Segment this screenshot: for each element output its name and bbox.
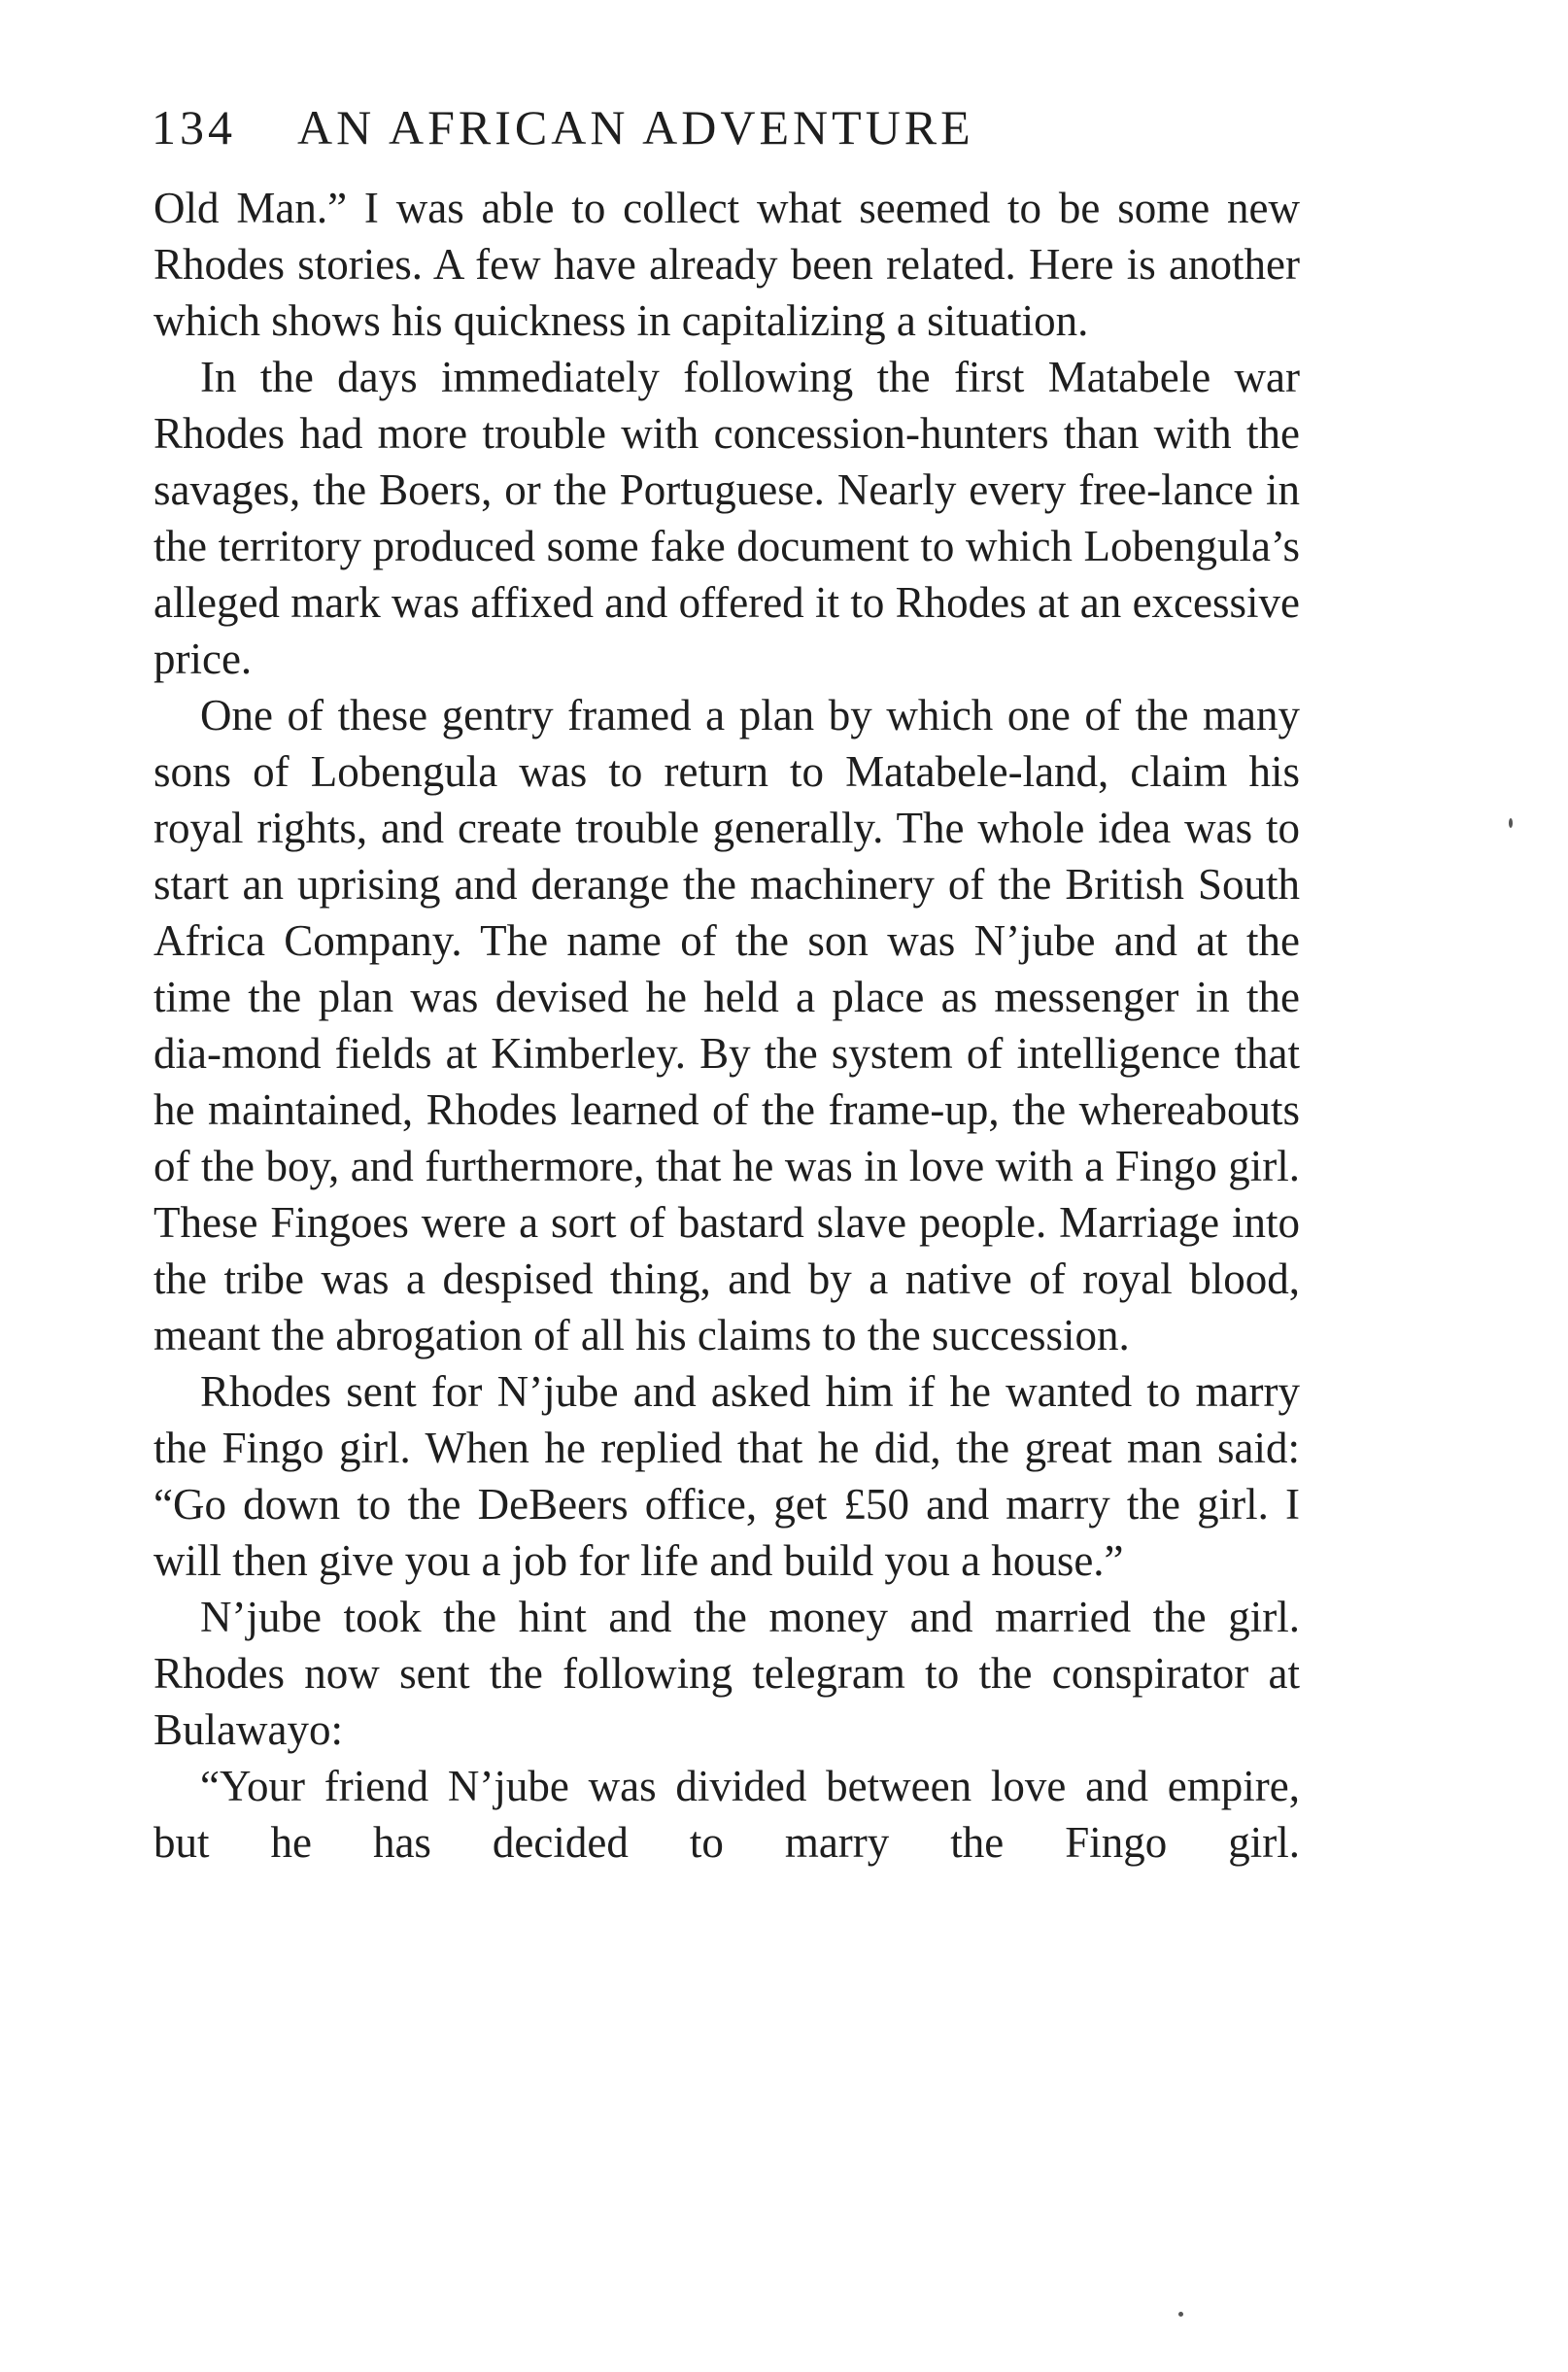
margin-speck bbox=[1509, 818, 1513, 828]
paragraph-telegram-text: “Your friend N’jube was divided between love and empire, but he has decided to marry the Fingo girl. bbox=[153, 1762, 1300, 1867]
paragraph-concession-hunters: In the days immediately following the first Matabele war Rhodes had more trouble with concession-hunters than with the savages, the Boers, or the Portuguese. Nearly every free-lance in the territory produced some fake document to which Lobengula’s alleged mark was affixed and offered it to Rhodes at an excessive price. bbox=[153, 353, 1300, 683]
page-number: 134 bbox=[152, 100, 236, 155]
page-header bbox=[152, 93, 1298, 161]
paragraph-rhodes-offer: Rhodes sent for N’jube and asked him if he wanted to marry the Fingo girl. When he replied that he did, the great man said: “Go down to the DeBeers office, get £50 and marry the girl. I will then give you a job for life and build you a house.” bbox=[153, 1367, 1300, 1585]
paragraph-continuation: Old Man.” I was able to collect what seemed to be some new Rhodes stories. A few have already been related. Here is another which shows his quickness in capitalizing a situation. bbox=[153, 184, 1300, 345]
running-title: AN AFRICAN ADVENTURE bbox=[297, 100, 974, 155]
margin-speck bbox=[1178, 2312, 1183, 2317]
paragraph-telegram-intro: N’jube took the hint and the money and married the girl. Rhodes now sent the following telegram to the conspirator at Bulawayo: bbox=[153, 1593, 1300, 1754]
body-text bbox=[153, 180, 1300, 1871]
paragraph-njube-plot: One of these gentry framed a plan by which one of the many sons of Lobengula was to return to Matabele-land, claim his royal rights, and create trouble generally. The whole idea was to start an uprising and derange the machinery of the British South Africa Company. The name of the son was N’jube and at the time the plan was devised he held a place as messenger in the dia-mond fields at Kimberley. By the system of intelligence that he maintained, Rhodes learned of the frame-up, the whereabouts of the boy, and furthermore, that he was in love with a Fingo girl. These Fingoes were a sort of bastard slave people. Marriage into the tribe was a despised thing, and by a native of royal blood, meant the abrogation of all his claims to the succession. bbox=[153, 691, 1300, 1359]
